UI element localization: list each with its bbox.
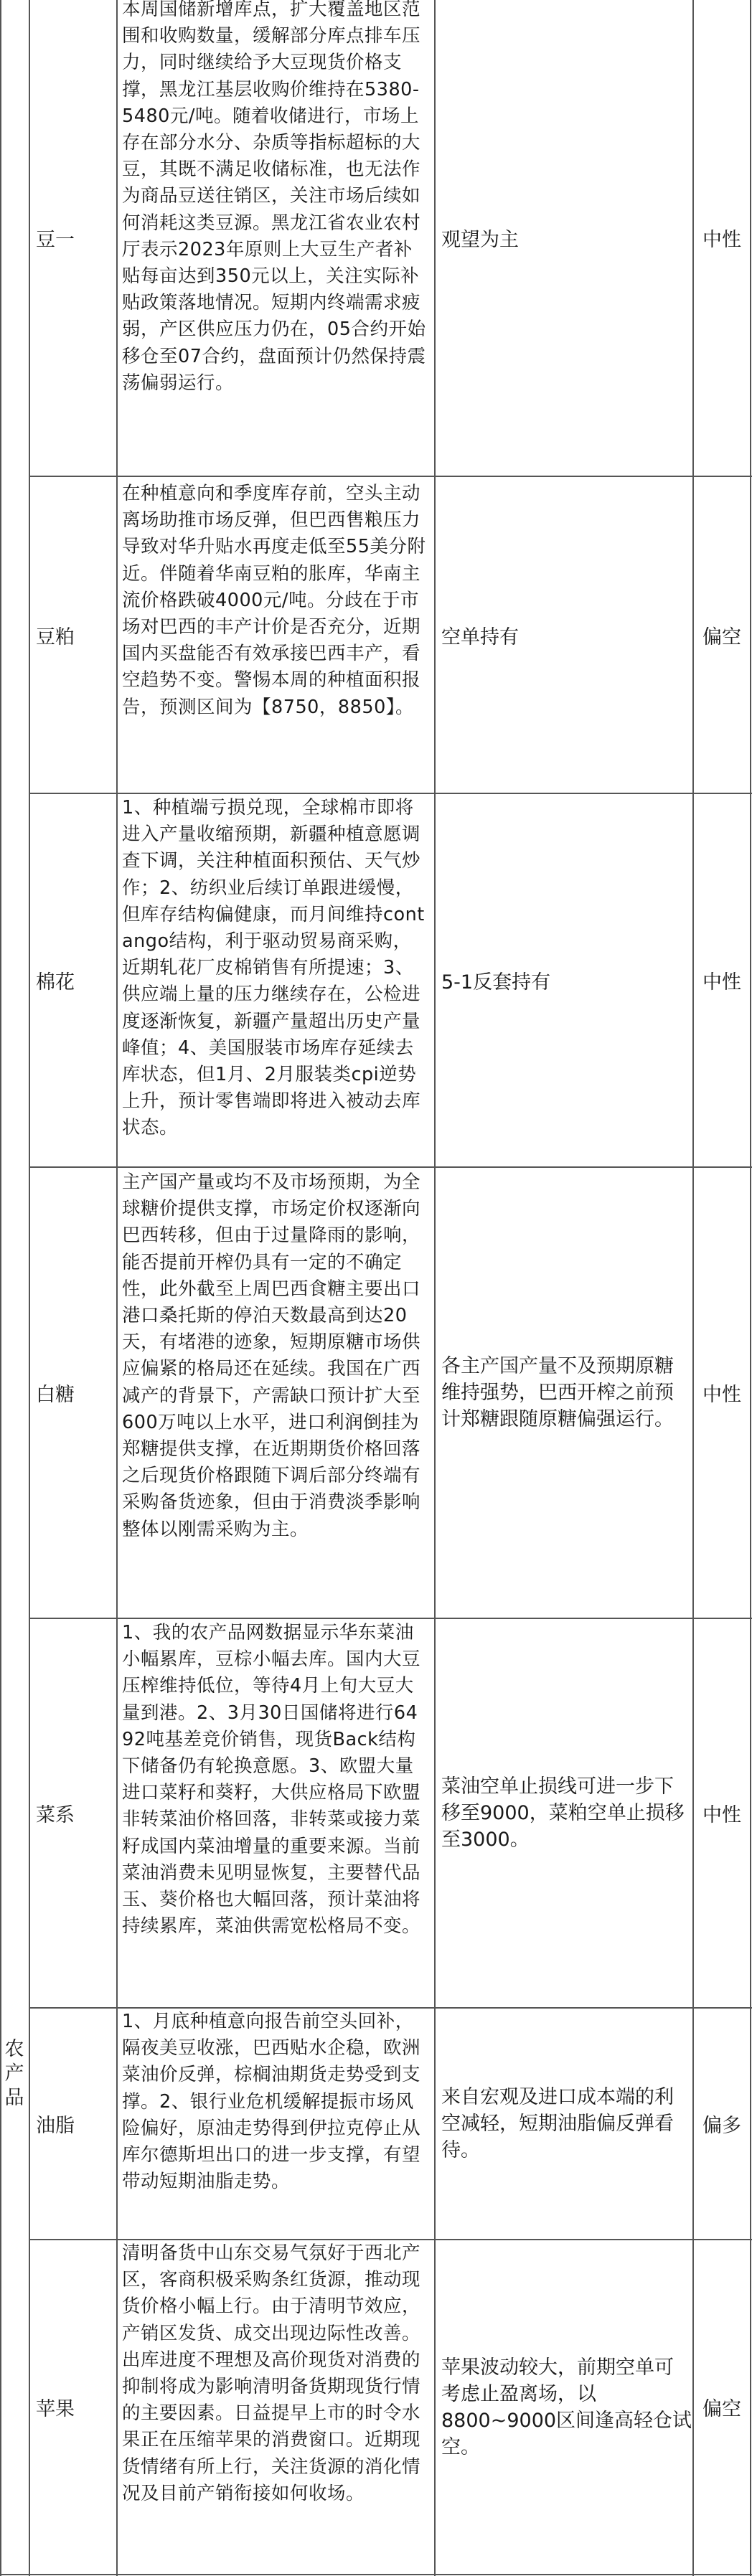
row-analysis: 1、月底种植意向报告前空头回补，隔夜美豆收涨，巴西贴水企稳，欧洲菜油价反弹，棕榈油期货走势受到支撑。2、银行业危机缓解提振市场风险偏好，原油走势得到伊拉克停止从库尔德斯坦出口的进一步支撑，有望带动短期油脂走势。 <box>122 2011 421 2193</box>
sector-label-char: 品 <box>4 2087 24 2109</box>
row-view <box>694 0 750 476</box>
row-analysis: 本周国储新增库点，扩大覆盖地区范围和收购数量，缓解部分库点排车压力，同时继续给予大豆现货价格支撑，黑龙江基层收购价维持在5380-5480元/吨。随着收储进行，市场上存在部分水分、杂质等指标超标的大豆，其既不满足收储标准，也无法作为商品豆送往销区，关注市场后续如何消耗这类豆源。黑龙江省农业农村厅表示2023年原则上大豆生产者补贴每亩达到350元以上，关注实际补贴政策落地情况。短期内终端需求疲弱，产区供应压力仍在，05合约开始移仓至07合约，盘面预计仍然保持震荡偏弱运行。 <box>122 0 426 394</box>
row-name <box>30 477 122 793</box>
view-text: 中性 <box>702 1804 741 1826</box>
row-view <box>694 794 750 1166</box>
view-text: 中性 <box>702 971 741 994</box>
product-name: 菜系 <box>36 1804 75 1826</box>
product-name: 苹果 <box>36 2398 75 2420</box>
sector-label-char: 农 <box>4 2038 24 2060</box>
strategy-text: 菜油空单止损线可进一步下移至9000，菜粕空单止损移至3000。 <box>441 1775 685 1851</box>
row-name <box>30 794 122 1166</box>
row-view <box>694 2009 750 2239</box>
row-strategy <box>436 794 692 1166</box>
row-name <box>30 2240 122 2574</box>
row-strategy <box>436 2009 692 2239</box>
product-name: 白糖 <box>36 1384 75 1406</box>
product-name: 棉花 <box>36 971 75 994</box>
row-name <box>30 0 122 476</box>
row-view <box>694 2240 750 2574</box>
product-name: 豆一 <box>36 229 75 251</box>
row-analysis: 1、我的农产品网数据显示华东菜油小幅累库，豆棕小幅去库。国内大豆压榨维持低位，等待4月上旬大豆大量到港。2、3月30日国储将进行6492吨基差竞价销售，现货Back结构下储备仍有轮换意愿。3、欧盟大量进口菜籽和葵籽，大供应格局下欧盟非转菜油价格回落，非转菜或接力菜籽成国内菜油增量的重要来源。当前菜油消费未见明显恢复，主要替代品玉、葵价格也大幅回落，预计菜油将持续累库，菜油供需宽松格局不变。 <box>122 1622 421 1938</box>
strategy-text: 空单持有 <box>441 626 519 648</box>
strategy-text: 观望为主 <box>441 229 519 251</box>
row-name <box>30 1168 122 1618</box>
strategy-text: 各主产国产量不及预期原糖维持强势，巴西开榨之前预计郑糖跟随原糖偏强运行。 <box>441 1355 674 1430</box>
view-text: 中性 <box>702 1384 741 1406</box>
view-text: 偏空 <box>702 2398 741 2420</box>
row-strategy <box>436 1619 692 2007</box>
row-view <box>694 1619 750 2007</box>
row-analysis: 主产国产量或均不及市场预期，为全球糖价提供支撑，市场定价权逐渐向巴西转移，但由于过量降雨的影响，能否提前开榨仍具有一定的不确定性，此外截至上周巴西食糖主要出口港口桑托斯的停泊天数最高到达20天，有堵港的迹象，短期原糖市场供应偏紧的格局还在延续。我国在广西减产的背景下，产需缺口预计扩大至600万吨以上水平，进口利润倒挂为郑糖提供支撑，在近期期货价格回落之后现货价格跟随下调后部分终端有采购备货迹象，但由于消费淡季影响整体以刚需采购为主。 <box>122 1171 421 1540</box>
table-border-left <box>0 0 1 2576</box>
row-name <box>30 1619 122 2007</box>
strategy-text: 苹果波动较大，前期空单可考虑止盈离场，以8800~9000区间逢高轻仓试空。 <box>441 2356 692 2458</box>
sector-label-char: 产 <box>4 2062 24 2085</box>
product-name: 豆粕 <box>36 626 75 648</box>
row-analysis: 在种植意向和季度库存前，空头主动离场助推市场反弹，但巴西售粮压力导致对华升贴水再度走低至55美分附近。伴随着华南豆粕的胀库，华南主流价格跌破4000元/吨。分歧在于市场对巴西的丰产计价是否充分，近期国内买盘能否有效承接巴西丰产，看空趋势不变。警惕本周的种植面积报告，预测区间为【8750，8850】。 <box>122 483 426 718</box>
row-strategy <box>436 0 692 476</box>
view-text: 偏空 <box>702 626 741 648</box>
row-analysis: 清明备货中山东交易气氛好于西北产区，客商积极采购条红货源，推动现货价格小幅上行。由于清明节效应，产销区发货、成交出现边际性改善。出库进度不理想及高价现货对消费的抑制将成为影响清明备货期现货行情的主要因素。日益提早上市的时令水果正在压缩苹果的消费窗口。近期现货情绪有所上行，关注货源的消化情况及目前产销衔接如何收场。 <box>122 2242 421 2504</box>
view-text: 中性 <box>702 229 741 251</box>
row-strategy <box>436 477 692 793</box>
strategy-text: 来自宏观及进口成本端的利空减轻，短期油脂偏反弹看待。 <box>441 2086 674 2161</box>
product-name: 油脂 <box>36 2115 75 2137</box>
table-border-bottom <box>0 2574 752 2575</box>
table-border-right <box>750 0 751 2576</box>
strategy-text: 5-1反套持有 <box>441 971 551 994</box>
row-analysis: 1、种植端亏损兑现，全球棉市即将进入产量收缩预期，新疆种植意愿调查下调，关注种植面积预估、天气炒作；2、纺织业后续订单跟进缓慢，但库存结构偏健康，而月间维持contango结构，利于驱动贸易商采购，近期轧花厂皮棉销售有所提速；3、供应端上量的压力继续存在，公检进度逐渐恢复，新疆产量超出历史产量峰值；4、美国服装市场库存延续去库状态，但1月、2月服装类cpi逆势上升，预计零售端即将进入被动去库状态。 <box>122 797 425 1139</box>
row-strategy <box>436 2240 692 2574</box>
row-name <box>30 2009 122 2239</box>
row-view <box>694 1168 750 1618</box>
row-strategy <box>436 1168 692 1618</box>
row-view <box>694 477 750 793</box>
view-text: 偏多 <box>702 2115 741 2137</box>
sector-label <box>0 2037 29 2110</box>
